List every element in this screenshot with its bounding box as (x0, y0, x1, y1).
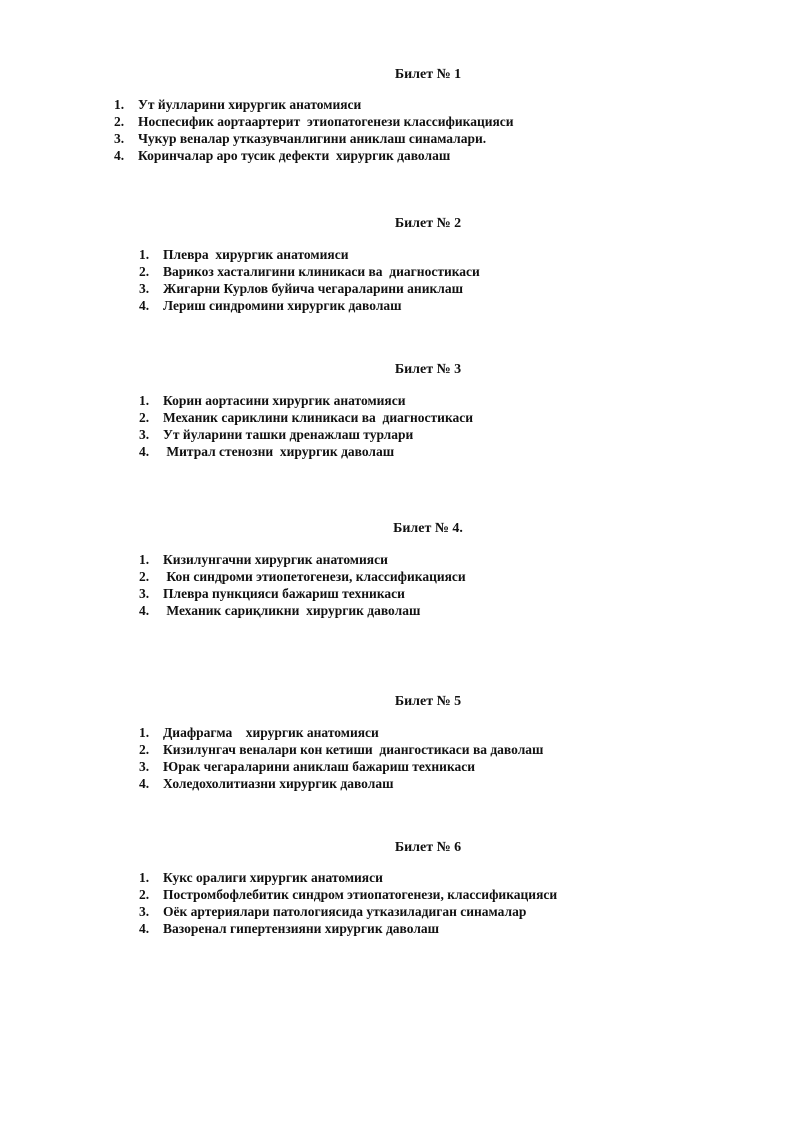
item-text: Чукур веналар утказувчанлигини аниклаш синамалари. (138, 131, 487, 146)
list-item (139, 443, 473, 460)
list-item (139, 741, 543, 758)
ticket-title: Билет № 2 (394, 216, 462, 231)
question-list (139, 724, 543, 792)
item-text: Кизилунгачни хирургик анатомияси (163, 552, 388, 567)
item-number: 4. (139, 776, 150, 791)
question-list (139, 551, 466, 619)
list-item (139, 280, 480, 297)
list-item (139, 392, 473, 409)
list-item (139, 775, 543, 792)
item-number: 1. (139, 870, 150, 885)
ticket-title: Билет № 5 (394, 694, 462, 709)
item-number: 1. (114, 97, 125, 112)
item-number: 1. (139, 552, 150, 567)
item-number: 3. (139, 281, 150, 296)
item-number: 4. (139, 444, 150, 459)
item-text: Носпесифик аортаартерит этиопатогенези классификацияси (138, 114, 514, 129)
ticket-title: Билет № 4. (393, 521, 463, 536)
item-text: Корин аортасини хирургик анатомияси (163, 393, 406, 408)
item-text: Кукс оралиги хирургик анатомияси (163, 870, 383, 885)
item-number: 1. (139, 247, 150, 262)
item-number: 2. (139, 569, 150, 584)
list-item (139, 920, 557, 937)
list-item (139, 886, 557, 903)
item-number: 3. (139, 586, 150, 601)
item-text: Лериш синдромини хирургик даволаш (163, 298, 402, 313)
item-text: Ут йуларини ташки дренажлаш турлари (163, 427, 414, 442)
list-item (139, 297, 480, 314)
item-text: Митрал стенозни хирургик даволаш (163, 444, 395, 459)
item-text: Оёк артериялари патологиясида утказиладиган синамалар (163, 904, 527, 919)
item-number: 3. (139, 759, 150, 774)
item-text: Жигарни Курлов буйича чегараларини аниклаш (163, 281, 463, 296)
list-item (139, 585, 466, 602)
item-number: 4. (114, 148, 125, 163)
item-text: Механик сариклини клиникаси ва диагностикаси (163, 410, 474, 425)
list-item (114, 96, 514, 113)
item-text: Юрак чегараларини аниклаш бажариш техникаси (163, 759, 476, 774)
ticket-title: Билет № 3 (394, 362, 462, 377)
item-number: 4. (139, 921, 150, 936)
list-item (139, 724, 543, 741)
item-text: Ут йулларини хирургик анатомияси (138, 97, 362, 112)
item-text: Кизилунгач веналари кон кетиши диангостикаси ва даволаш (163, 742, 544, 757)
list-item (139, 246, 480, 263)
list-item (114, 147, 514, 164)
list-item (139, 568, 466, 585)
question-list (114, 96, 514, 164)
item-number: 3. (139, 427, 150, 442)
item-number: 1. (139, 725, 150, 740)
item-number: 2. (139, 887, 150, 902)
ticket-title: Билет № 6 (394, 840, 462, 855)
item-number: 2. (139, 742, 150, 757)
item-number: 2. (139, 264, 150, 279)
item-text: Постромбофлебитик синдром этиопатогенези, классификацияси (163, 887, 558, 902)
list-item (139, 263, 480, 280)
item-number: 4. (139, 603, 150, 618)
question-list (139, 246, 480, 314)
question-list (139, 392, 473, 460)
item-text: Плевра пункцияси бажариш техникаси (163, 586, 405, 601)
item-number: 1. (139, 393, 150, 408)
item-text: Механик сариқликни хирургик даволаш (163, 603, 421, 618)
item-text: Вазоренал гипертензияни хирургик даволаш (163, 921, 440, 936)
item-text: Коринчалар аро тусик дефекти хирургик даволаш (138, 148, 451, 163)
item-number: 4. (139, 298, 150, 313)
ticket-title: Билет № 1 (394, 67, 462, 82)
list-item (139, 903, 557, 920)
list-item (139, 758, 543, 775)
list-item (139, 869, 557, 886)
item-text: Диафрагма хирургик анатомияси (163, 725, 379, 740)
item-number: 3. (139, 904, 150, 919)
item-number: 2. (114, 114, 125, 129)
item-text: Холедохолитиазни хирургик даволаш (163, 776, 394, 791)
list-item (139, 426, 473, 443)
item-text: Варикоз хасталигини клиникаси ва диагностикаси (163, 264, 480, 279)
question-list (139, 869, 557, 937)
list-item (139, 551, 466, 568)
list-item (139, 409, 473, 426)
item-number: 3. (114, 131, 125, 146)
item-text: Плевра хирургик анатомияси (163, 247, 349, 262)
item-number: 2. (139, 410, 150, 425)
list-item (114, 113, 514, 130)
list-item (139, 602, 466, 619)
item-text: Кон синдроми этиопетогенези, классификацияси (163, 569, 466, 584)
list-item (114, 130, 514, 147)
